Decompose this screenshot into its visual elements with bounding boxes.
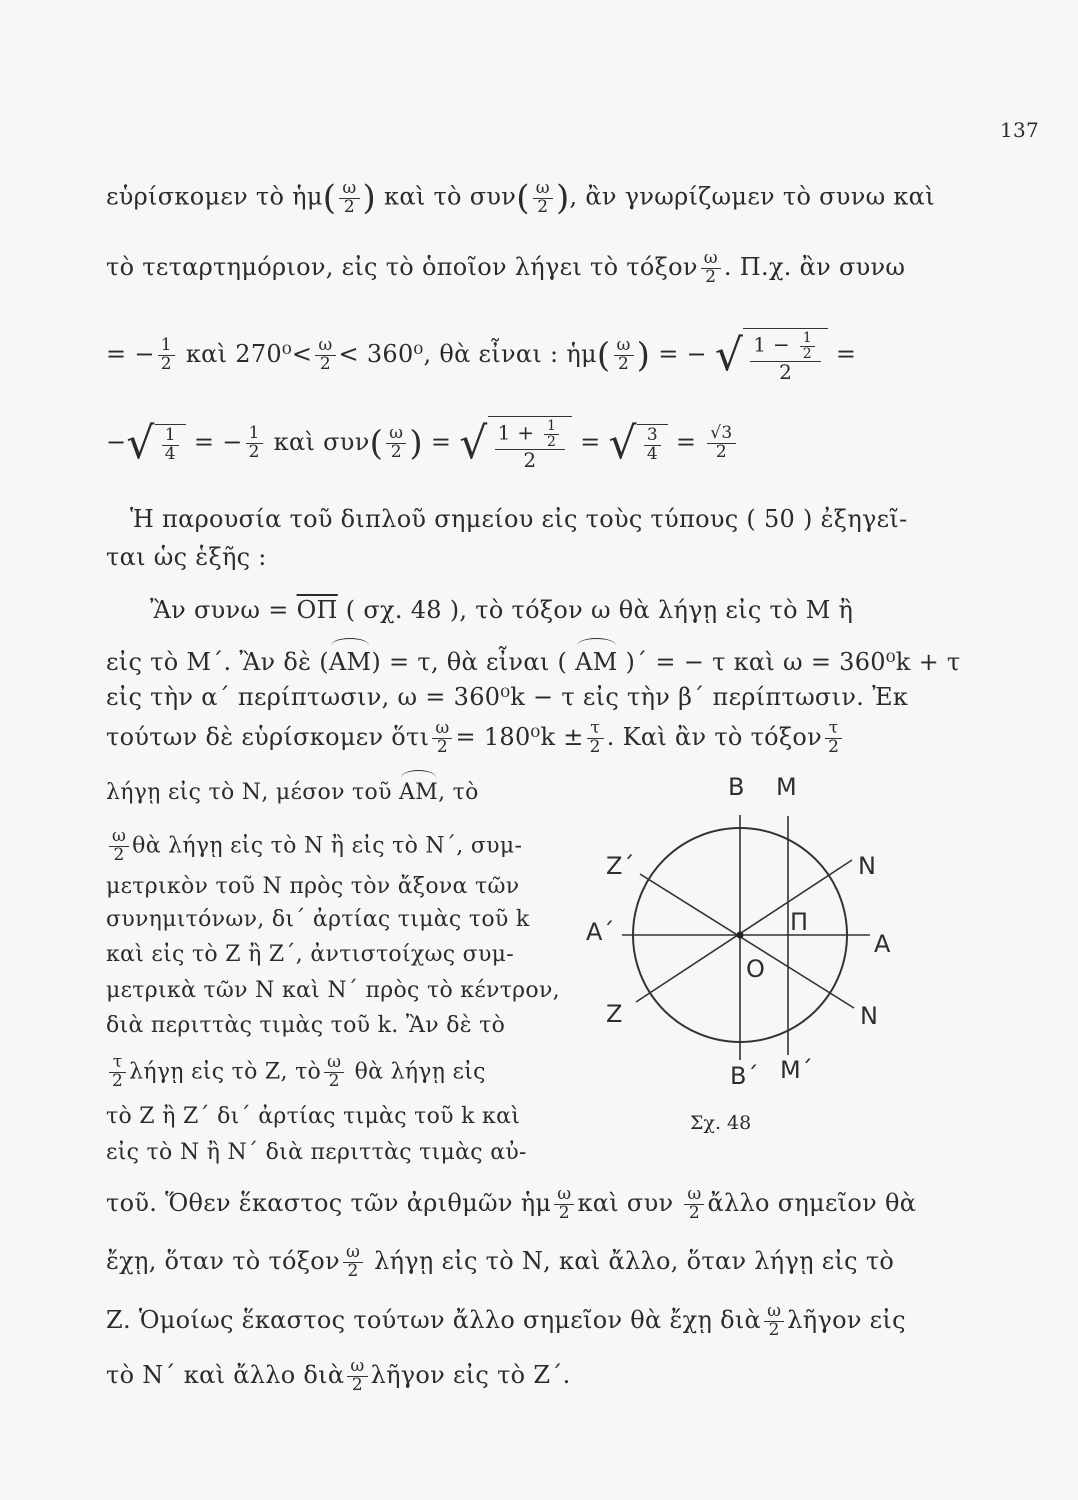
text: . Π.χ. ἂν συνω [723,252,906,281]
figure-caption: Σχ. 48 [690,1112,752,1134]
text: εὑρίσκομεν τὸ ἡμ [106,182,323,211]
minus: − [106,428,127,457]
bottom-line-2: ἔχῃ, ὅταν τὸ τόξον $\frac{\omega}{2}$ λήγῃ εἰς τὸ Ν, καὶ ἄλλο, ὅταν λήγῃ εἰς τὸ [106,1242,895,1281]
fraction-w-2: $\frac{\omega}{2}$ [315,337,335,374]
equals: = [193,428,215,457]
equals: = [835,340,857,369]
p2-line-2: εἰς τὸ Μ΄. Ἂν δὲ (ΑΜ) = τ, θὰ εἶναι ( ΑΜ )΄ = − τ καὶ ω = 360⁰k + τ [106,648,961,676]
label-ap: A΄ [586,918,615,946]
equation-line-3: = − $\frac{1}{2}$ καὶ 270⁰< $\frac{\omega}{2}$ < 360⁰, θὰ εἶναι : ἡμ( $\frac{\omega}{2}$ ) = − √ 1 − $\frac{1}{2}$ 2 = [106,330,857,385]
paren: ) [362,178,377,218]
fraction-w-2: $\frac{\omega}{2}$ [339,180,359,217]
minus: − [222,428,243,457]
equals: = [580,428,601,457]
label-np: N [860,1002,878,1030]
fraction-1-2: $\frac{1}{2}$ [246,425,263,462]
sqrt-expression: √ 1 − $\frac{1}{2}$ 2 [715,328,828,383]
left-col-line-1: $\frac{\omega}{2}$ θὰ λήγῃ εἰς τὸ Ν ἢ εἰς τὸ Ν΄, συμ- [106,828,522,865]
fraction-w-2: $\frac{\omega}{2}$ [533,180,553,217]
text-line-2 [106,250,905,287]
p2-line-3: εἰς τὴν α΄ περίπτωσιν, ω = 360⁰k − τ εἰς τὴν β΄ περίπτωσιν. Ἐκ [106,683,909,711]
fraction-w-2: $\frac{\omega}{2}$ [614,337,634,374]
minus: − [134,340,155,369]
sqrt-3-4: √ $\frac{3}{4}$ [609,418,668,469]
minus: − [686,340,707,369]
label-p: Π [790,908,809,936]
sqrt-1-4: √ $\frac{1}{4}$ [126,418,185,469]
text: καὶ 270 [185,340,282,369]
bottom-line-3: Ζ. Ὁμοίως ἕκαστος τούτων ἄλλο σημεῖον θὰ ἔχῃ διὰ $\frac{\omega}{2}$ λῆγον εἰς [106,1301,906,1340]
equals: = [675,428,697,457]
left-col-line: τὸ Ζ ἢ Ζ΄ δι΄ ἀρτίας τιμὰς τοῦ k καὶ [106,1104,521,1129]
paren: ) [555,178,570,218]
left-col-line: εἰς τὸ Ν ἢ Ν΄ διὰ περιττὰς τιμὰς αὐ- [106,1140,527,1165]
paren: ( [516,178,530,218]
sqrt-expression: √ 1 + $\frac{1}{2}$ 2 [459,416,572,471]
left-col-line: συνημιτόνων, δι΄ ἀρτίας τιμὰς τοῦ k [106,907,530,932]
equals: = [106,340,127,369]
fraction-sqrt3-2: $\frac{√3}{2}$ [707,425,735,462]
left-col-line: μετρικὰ τῶν Ν καὶ Ν΄ πρὸς τὸ κέντρον, [106,978,560,1003]
text: τὸ τεταρτημόριον, εἰς τὸ ὁποῖον λήγει τὸ τόξον [106,252,698,281]
left-col-line: διὰ περιττὰς τιμὰς τοῦ k. Ἂν δὲ τὸ [106,1013,506,1038]
bottom-line-4: τὸ Ν΄ καὶ ἄλλο διὰ $\frac{\omega}{2}$ λῆγον εἰς τὸ Ζ΄. [106,1356,571,1395]
page-number: 137 [1000,118,1040,142]
text: ἡμ [566,340,597,369]
left-col-line-0: λήγῃ εἰς τὸ Ν, μέσον τοῦ ΑΜ, τὸ [106,780,479,805]
unit-circle-figure [600,790,910,1090]
left-col-line-7: $\frac{\tau}{2}$ λήγῃ εἰς τὸ Ζ, τὸ $\frac{\omega}{2}$ θὰ λήγῃ εἰς [106,1054,486,1091]
label-mp: M΄ [780,1056,813,1084]
left-col-line: μετρικὸν τοῦ Ν πρὸς τὸν ἄξονα τῶν [106,874,520,899]
paren: ( [322,178,337,218]
fraction-w-2: $\frac{\omega}{2}$ [701,250,721,287]
label-zp: Z΄ [606,852,635,880]
text-line-1 [106,178,935,218]
p2-line-4: τούτων δὲ εὑρίσκομεν ὅτι $\frac{\omega}{2}$ = 180⁰k ± $\frac{\tau}{2}$ . Καὶ ἂν τὸ τόξον $\frac{\tau}{2}$ [106,720,845,757]
diagonal-n-z [636,860,852,1002]
arc-am: ΑΜ [575,648,618,676]
arc-am: ΑΜ [399,780,439,805]
left-col-line: καὶ εἰς τὸ Ζ ἢ Ζ΄, ἀντιστοίχως συμ- [106,942,514,967]
label-bp: B΄ [730,1062,759,1090]
deg: ⁰ [282,340,292,369]
fraction-w-2: $\frac{\omega}{2}$ [386,425,406,462]
text: καὶ τὸ συν [384,182,517,211]
lt: < [291,340,313,369]
paragraph-line: ται ὡς ἑξῆς : [106,543,267,571]
center-point [737,932,744,939]
bottom-line-1: τοῦ. Ὅθεν ἕκαστος τῶν ἀριθμῶν ἡμ $\frac{\omega}{2}$ καὶ συν $\frac{\omega}{2}$ ἄλλο σημεῖον θὰ [106,1184,917,1223]
label-b: B [728,773,745,801]
label-o: O [746,955,765,983]
text: < 360⁰, θὰ εἶναι : [338,340,559,369]
equation-line-4: −√ $\frac{1}{4}$ = − $\frac{1}{2}$ καὶ συν( $\frac{\omega}{2}$ ) = √ 1 + $\frac{1}{2}$ 2 = √ $\frac{3}{4}$ = $\frac{√3}{2}$ [106,416,739,471]
text: καὶ συν [273,428,370,457]
equals: = [658,340,679,369]
label-a: A [874,930,891,958]
arc-am: ΑΜ [328,648,372,676]
equals: = [430,428,452,457]
diagonal-z-n [640,874,854,1008]
paragraph-line: Ἡ παρουσία τοῦ διπλοῦ σημείου εἰς τοὺς τύπους ( 50 ) ἐξηγεῖ- [130,505,908,533]
fraction-1-2: $\frac{1}{2}$ [158,337,175,374]
label-m: M [776,773,797,801]
label-n: N [858,852,876,880]
text: , ἂν γνωρίζωμεν τὸ συνω καὶ [569,182,935,211]
label-z: Z [606,1000,623,1028]
p2-line-1: Ἂν $\sigma\upsilon\nu\omega = \overline{O\Pi}$ ( σχ. 48 ), τὸ τόξον ω θὰ λήγῃ εἰς τὸ Μ ἢ [150,596,854,624]
segment-op: $\overline{O\Pi}$ [296,596,338,624]
